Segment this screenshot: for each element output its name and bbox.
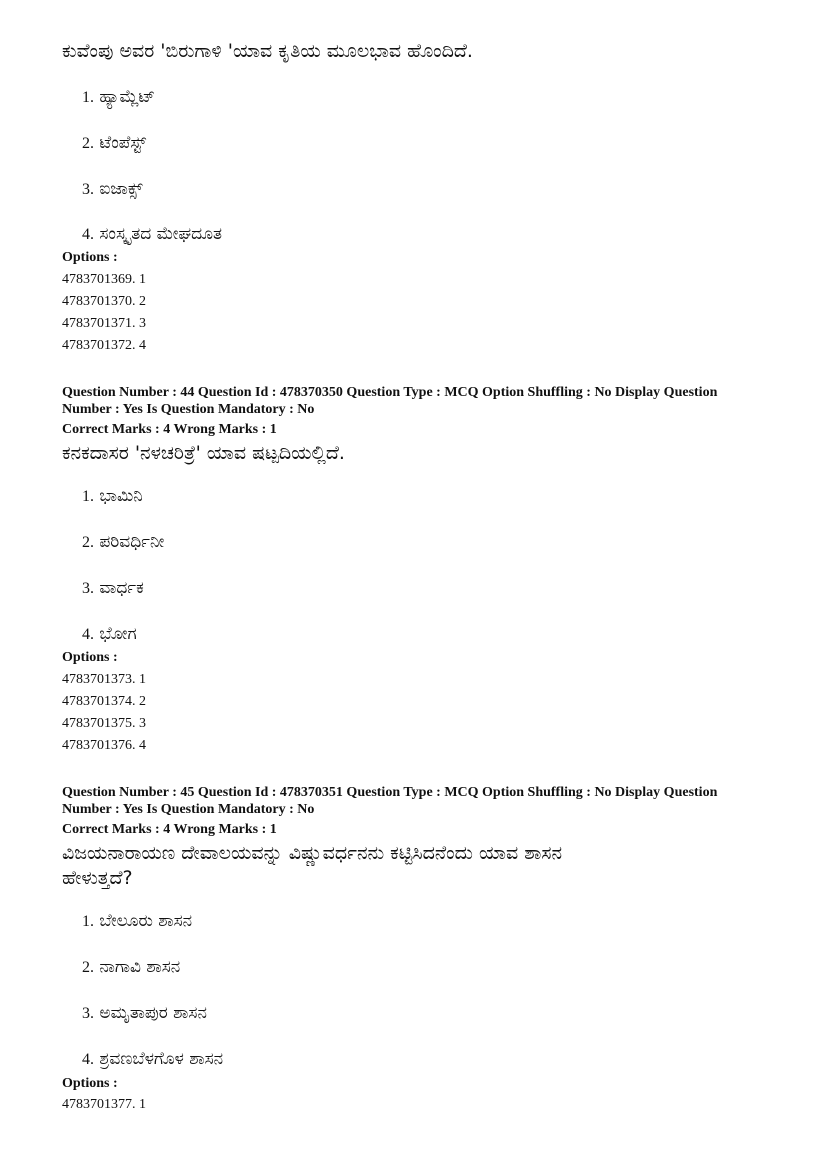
question-44-option-id-2: 4783701374. 2 [62, 694, 146, 709]
question-43-text: ಕುವೆಂಪು ಅವರ 'ಬಿರುಗಾಳಿ 'ಯಾವ ಕೃತಿಯ ಮೂಲಭಾವ ಹೊಂದಿದೆ. [62, 40, 473, 62]
question-43-options-label: Options : [62, 250, 118, 265]
question-45-choice-3: 3. ಅಮೃತಾಪುರ ಶಾಸನ [82, 1003, 207, 1023]
question-43-choice-4: 4. ಸಂಸ್ಕೃತದ ಮೇಘದೂತ [82, 224, 223, 244]
question-43-choice-1: 1. ಹ್ಯಾಮ್ಲೆಟ್ [82, 87, 156, 107]
question-43-option-id-4: 4783701372. 4 [62, 338, 146, 353]
question-45-meta-line-2: Number : Yes Is Question Mandatory : No [62, 802, 315, 817]
question-44-option-id-3: 4783701375. 3 [62, 716, 146, 731]
question-43-choice-2: 2. ಟೆಂಪೆಸ್ಟ್ [82, 133, 147, 153]
question-44-choice-1: 1. ಭಾಮಿನಿ [82, 486, 143, 506]
question-43-choice-3: 3. ಐಜಾಕ್ಸ್ [82, 179, 143, 199]
question-45-option-id-1: 4783701377. 1 [62, 1097, 146, 1112]
question-45-choice-4: 4. ಶ್ರವಣಬೆಳಗೊಳ ಶಾಸನ [82, 1049, 224, 1069]
question-44-options-label: Options : [62, 650, 118, 665]
question-44-meta-line-1: Question Number : 44 Question Id : 478370350 Question Type : MCQ Option Shuffling : No Display Question [62, 385, 718, 400]
question-45-choice-2: 2. ನಾಗಾವಿ ಶಾಸನ [82, 957, 181, 977]
question-44-meta-line-2: Number : Yes Is Question Mandatory : No [62, 402, 315, 417]
question-45-meta-line-3: Correct Marks : 4 Wrong Marks : 1 [62, 822, 277, 837]
question-44-choice-4: 4. ಭೋಗ [82, 624, 137, 644]
question-43-option-id-3: 4783701371. 3 [62, 316, 146, 331]
question-44-text: ಕನಕದಾಸರ 'ನಳಚರಿತ್ರೆ' ಯಾವ ಷಟ್ಪದಿಯಲ್ಲಿದೆ. [62, 442, 345, 464]
question-44-option-id-4: 4783701376. 4 [62, 738, 146, 753]
question-44-meta-line-3: Correct Marks : 4 Wrong Marks : 1 [62, 422, 277, 437]
question-45-text-line-1: ವಿಜಯನಾರಾಯಣ ದೇವಾಲಯವನ್ನು ವಿಷ್ಣುವರ್ಧನನು ಕಟ್ಟಿಸಿದನೆಂದು ಯಾವ ಶಾಸನ [62, 842, 563, 864]
question-43-option-id-1: 4783701369. 1 [62, 272, 146, 287]
question-45-text-line-2: ಹೇಳುತ್ತದೆ? [62, 867, 133, 889]
question-44-choice-2: 2. ಪರಿವರ್ಧಿನೀ [82, 532, 165, 552]
question-44-choice-3: 3. ವಾರ್ಧಕ [82, 578, 144, 598]
question-43-option-id-2: 4783701370. 2 [62, 294, 146, 309]
question-45-meta-line-1: Question Number : 45 Question Id : 478370351 Question Type : MCQ Option Shuffling : No Display Question [62, 785, 718, 800]
question-45-choice-1: 1. ಬೇಲೂರು ಶಾಸನ [82, 911, 193, 931]
question-44-option-id-1: 4783701373. 1 [62, 672, 146, 687]
question-45-options-label: Options : [62, 1076, 118, 1091]
